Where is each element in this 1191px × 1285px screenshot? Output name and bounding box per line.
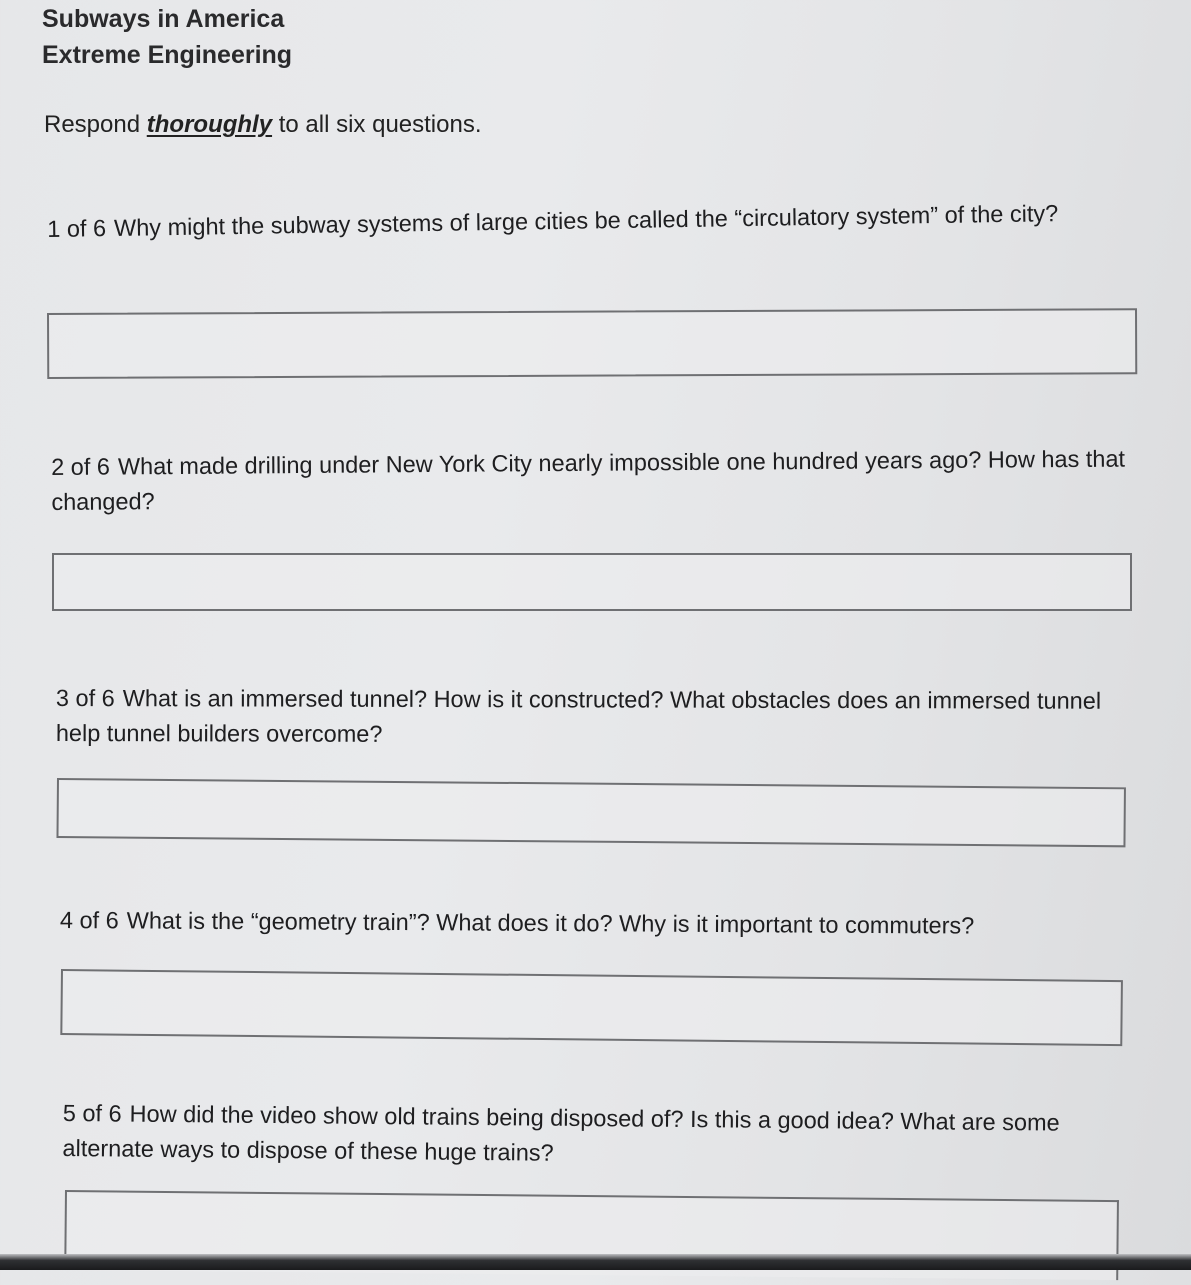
question-5 (62, 1096, 1153, 1176)
page-subtitle: Extreme Engineering (42, 41, 293, 69)
instructions-after: to all six questions. (272, 111, 482, 138)
answer-box-3[interactable] (56, 778, 1125, 847)
question-text: Why might the subway systems of large cities be called the “circulatory system” of the city? (113, 200, 1059, 241)
question-text: What is an immersed tunnel? How is it constructed? What obstacles does an immersed tunnel help tunnel builders overcome? (55, 685, 1102, 747)
answer-input-1[interactable] (49, 310, 1135, 377)
question-2 (51, 441, 1142, 520)
question-number: 4 of 6 (59, 906, 119, 934)
answer-input-3[interactable] (58, 780, 1123, 845)
question-4 (60, 903, 1150, 945)
answer-box-1[interactable] (47, 308, 1137, 379)
page-title: Subways in America (42, 5, 285, 33)
answer-box-4[interactable] (60, 969, 1123, 1046)
question-number: 1 of 6 (47, 215, 107, 242)
question-number: 2 of 6 (51, 453, 111, 480)
question-text: What is the “geometry train”? What does it do? Why is it important to commuters? (126, 907, 975, 939)
screen-bezel (0, 1254, 1191, 1270)
answer-input-4[interactable] (62, 971, 1121, 1044)
question-3 (56, 681, 1146, 754)
question-text: What made drilling under New York City nearly impossible one hundred years ago? How has that changed? (51, 445, 1126, 515)
question-text: How did the video show old trains being disposed of? Is this a good idea? What are some alternate ways to dispose of these huge trains? (62, 1100, 1060, 1166)
answer-box-2[interactable] (52, 553, 1132, 611)
question-number: 5 of 6 (62, 1099, 122, 1127)
instructions-before: Respond (44, 111, 147, 138)
question-1 (47, 195, 1137, 247)
instructions (44, 111, 482, 139)
instructions-emphasis: thoroughly (146, 111, 273, 138)
question-number: 3 of 6 (55, 685, 115, 712)
answer-input-2[interactable] (54, 555, 1130, 609)
